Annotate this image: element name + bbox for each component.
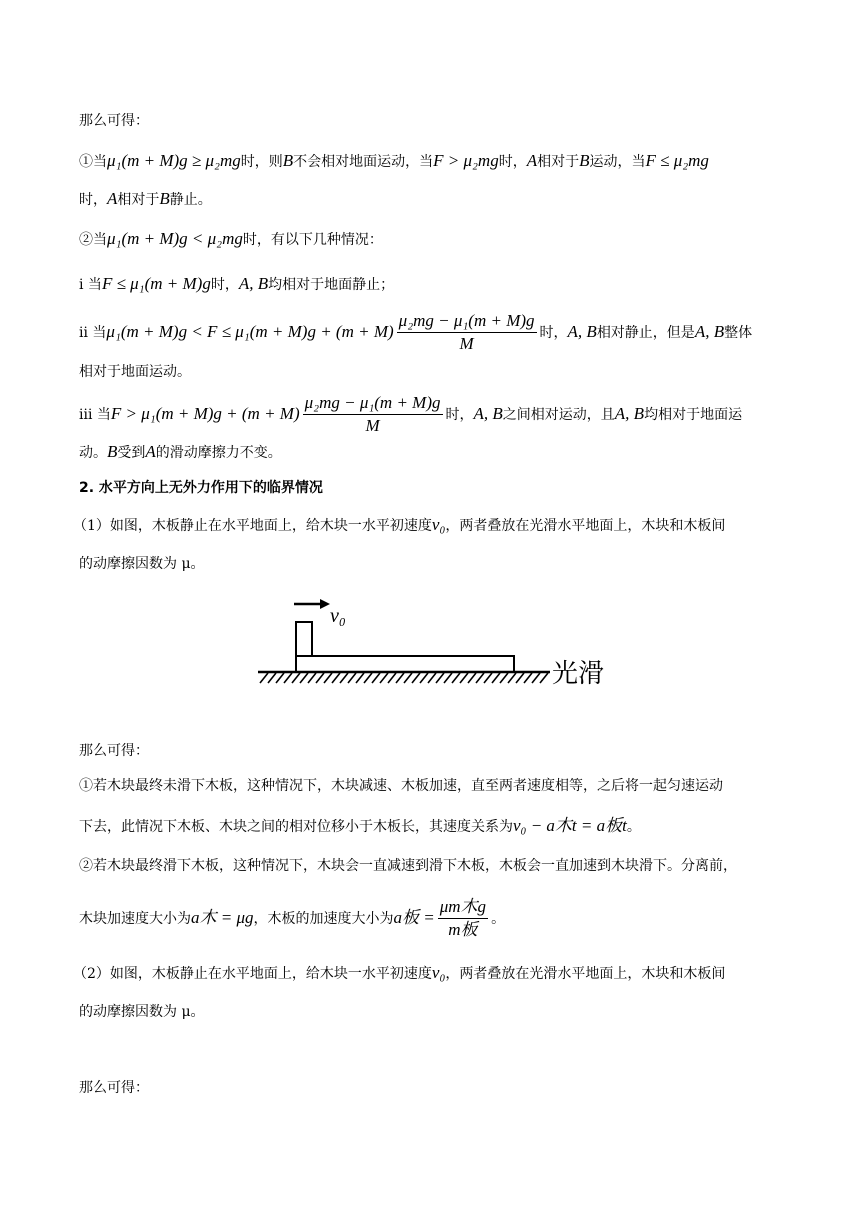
case-1-line-2 [79,189,212,210]
result-2-line-2 [79,894,505,943]
p2-text-b: ，两者叠放在光滑水平地面上，木块和木板间 [445,966,726,982]
ground-hatch [260,673,548,683]
sub-iii-text-f: 受到 [117,445,146,461]
math-cond-ge: μ₁(m + M)g ≥ μ₂mg [107,151,241,170]
case-2-prefix: ②当 [79,232,107,248]
math-ab-5: A, B [614,404,645,423]
wood-block [296,622,312,656]
math-cond-lt: μ₁(m + M)g < μ₂mg [107,229,243,248]
math-velocity-relation: v₀ − a木t = a板t [513,816,627,835]
sub-case-ii [79,310,752,355]
result-1-line-1: ①若木块最终未滑下木板，这种情况下，木块减速、木板加速，直至两者速度相等，之后将一起匀速运动 [79,778,723,794]
figure-smooth-label: 光滑 [552,659,605,689]
text-then-3: 那么可得： [79,1080,149,1096]
result-1-text-c: 。 [626,819,641,835]
case-2-text-b: 时，有以下几种情况： [242,232,383,248]
math-f-gt: F > μ₂mg [433,151,499,170]
figure-v0-label: v₀ [330,605,346,627]
case-1-prefix: ①当 [79,154,107,170]
fraction-a-board [438,897,488,941]
case-1-text-f: 运动，当 [589,154,646,170]
text-then-2: 那么可得： [79,743,149,759]
math-a-board-lhs: a板 = [393,908,435,927]
p1-text-b: ，两者叠放在光滑水平地面上，木块和木板间 [445,518,726,534]
sub-ii-prefix: ⅱ 当 [79,325,107,341]
case-1-text-b: 时，则 [240,154,283,170]
result-2-text-d: 。 [491,911,506,927]
result-2-line-1: ②若木块最终滑下木板，这种情况下，木块会一直减速到滑下木板，木板会一直加速到木块滑下。分离前， [79,858,737,874]
result-2-text-c: ，木板的加速度大小为 [253,911,394,927]
p2-text-a: （2）如图，木板静止在水平地面上，给木块一水平初速度 [73,966,432,982]
fraction-a-board-denominator: m板 [448,920,478,939]
case-1-text-d: 时， [498,154,527,170]
sub-iii-text-g: 的滑动摩擦力不变。 [155,445,282,461]
fraction-iii [303,393,443,437]
sub-iii-text-c: 之间相对运动，且 [502,407,615,423]
text-then-1: 那么可得： [79,113,149,129]
math-b: B [282,151,294,170]
case-1-text-i: 静止。 [169,192,212,208]
wood-board [296,656,514,672]
sub-case-ii-line-2: 相对于地面运动。 [79,364,191,380]
math-b-4: B [107,442,118,461]
math-ab-2: A, B [567,322,597,341]
math-f-le-i: F ≤ μ₁(m + M)g [101,274,211,293]
math-b-2: B [579,151,590,170]
sub-iii-text-b: 时， [445,407,474,423]
sub-ii-text-d: 整体 [724,325,753,341]
result-2-text-b: 木块加速度大小为 [79,911,191,927]
fraction-a-board-numerator: μm木g [438,897,488,919]
case-2-line [79,229,383,250]
sub-case-iii-line-2 [79,442,282,463]
p1-text-a: （1）如图，木板静止在水平地面上，给木块一水平初速度 [73,518,432,534]
math-ab-4: A, B [473,404,503,423]
case-1-text-c: 不会相对地面运动，当 [293,154,434,170]
sub-ii-text-c: 相对静止，但是 [596,325,695,341]
fraction-ii-denominator: M [459,334,474,353]
math-ab-3: A, B [694,322,725,341]
case-1-text-e: 相对于 [537,154,580,170]
math-ii-lhs: μ₁(m + M)g < F ≤ μ₁(m + M)g + (m + M) [106,322,394,341]
math-ab: A, B [238,274,269,293]
paragraph-2-line-2: 的动摩擦因数为 μ。 [79,1004,205,1020]
sub-iii-text-d: 均相对于地面运 [644,407,743,423]
figure-svg [254,588,618,696]
result-1-line-2 [79,816,641,837]
sub-iii-text-e: 动。 [79,445,107,461]
paragraph-1-line-2: 的动摩擦因数为 μ。 [79,556,205,572]
sub-ii-text-b: 时， [539,325,568,341]
case-1-line-1 [79,151,709,172]
sub-i-text-c: 均相对于地面静止； [268,277,395,293]
figure-block-on-board [254,588,618,696]
math-a: A [526,151,538,170]
fraction-ii [397,311,537,355]
math-a-2: A [107,189,118,208]
sub-case-i [79,274,394,295]
fraction-iii-numerator: μ₂mg − μ₁(m + M)g [303,393,443,415]
math-b-3: B [159,189,170,208]
fraction-iii-denominator: M [365,416,380,435]
sub-i-prefix: ⅰ 当 [79,277,102,293]
case-1-text-g: 时， [79,192,107,208]
math-v0: v₀ [431,515,446,534]
paragraph-2-line-1 [73,963,725,984]
math-v0-2: v₀ [431,963,446,982]
math-iii-lhs: F > μ₁(m + M)g + (m + M) [110,404,300,423]
case-1-text-h: 相对于 [117,192,160,208]
velocity-arrow-head [320,599,330,609]
result-1-text-b: 下去，此情况下木板、木块之间的相对位移小于木板长，其速度关系为 [79,819,513,835]
paragraph-1-line-1 [73,515,725,536]
math-a-3: A [145,442,156,461]
math-a-wood: a木 = μg [191,908,254,927]
section-heading-2: 2. 水平方向上无外力作用下的临界情况 [79,480,323,496]
sub-i-text-b: 时， [210,277,239,293]
sub-iii-prefix: ⅲ 当 [79,407,111,423]
sub-case-iii [79,392,742,437]
fraction-ii-numerator: μ₂mg − μ₁(m + M)g [397,311,537,333]
math-f-le: F ≤ μ₂mg [645,151,709,170]
